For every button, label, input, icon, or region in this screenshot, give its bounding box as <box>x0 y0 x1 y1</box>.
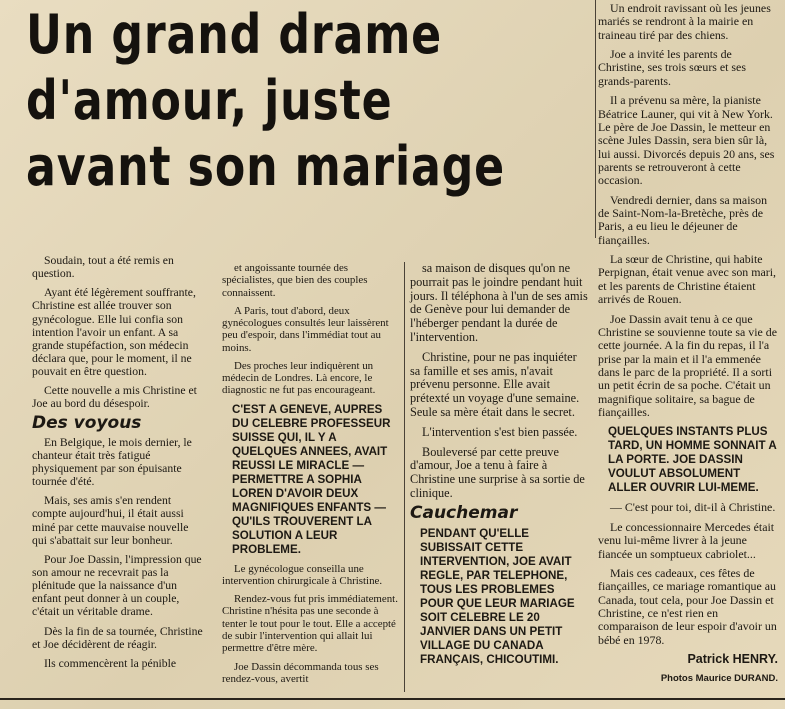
subheading-cauchemar: Cauchemar <box>410 502 518 523</box>
paragraph: Le concessionnaire Mercedes était venu lui-même livrer à la jeune fiancée un somptueux cabriolet... <box>598 519 775 561</box>
paragraph: Vendredi dernier, dans sa maison de Saint-Nom-la-Bretèche, près de Paris, a eu lieu le déjeuner de fiançailles. <box>598 192 768 247</box>
photo-credit: Photos Maurice DURAND. <box>660 673 778 685</box>
headline <box>26 2 506 200</box>
paragraph: Un endroit ravissant où les jeunes mariés se rendront à la mairie en traineau tiré par des chiens. <box>598 1 771 42</box>
paragraph: Ayant été légèrement souffrante, Christine est allée trouver son gynécologue. Elle lui confia son intention l'avoir un enfant. A sa grande stupéfaction, son médecin déclara que, pour le moment, il ne pouvait en être question. <box>32 286 196 379</box>
paragraph: Christine, pour ne pas inquiéter sa famille et ses amis, n'avait prévenu personne. Elle avait prétexté un voyage d'une semaine. Seule sa mère était dans le secret. <box>410 349 580 419</box>
paragraph: Rendez-vous fut pris immédiatement. Christine n'hésita pas une seconde à tenter le tout pour le tout. Elle a accepté de subir l'intervention qui allait lui permettre d'être mère. <box>222 593 398 655</box>
paragraph: En Belgique, le mois dernier, le chanteur était très fatigué physiquement par son épuisante tournée d'été. <box>32 435 192 489</box>
paragraph: Dès la fin de sa tournée, Christine et Joe décidèrent de réagir. <box>32 624 203 651</box>
paragraph: Joe Dassin décommanda tous ses rendez-vous, avertit <box>222 660 379 685</box>
paragraph: Des proches leur indiquèrent un médecin de Londres. Là encore, le diagnostic ne fut pas encourageant. <box>222 359 376 397</box>
pull-quote-caps: C'EST A GENEVE, AUPRES DU CELEBRE PROFESSEUR SUISSE QUI, IL Y A QUELQUES ANNEES, AVAIT REUSSI LE MIRACLE — PERMETTRE A SOPHIA LOREN D'AVOIR DEUX MAGNIFIQUES ENFANTS — QU'ILS TROUVERENT LA SOLUTION A LEUR PROBLEME. <box>232 402 391 556</box>
paragraph: Cette nouvelle a mis Christine et Joe au bord du désespoir. <box>32 384 197 411</box>
paragraph: La sœur de Christine, qui habite Perpignan, était venue avec son mari, et les parents de Christine étaient arrivés de Rouen. <box>598 252 776 307</box>
paragraph: A Paris, tout d'abord, deux gynécologues consultés leur laissèrent peu d'espoir, dans l'immédiat tout au moins. <box>222 304 389 354</box>
paragraph: Le gynécologue conseilla une intervention chirurgicale à Christine. <box>222 562 383 587</box>
bottom-rule <box>0 698 785 700</box>
article-column-1 <box>32 254 204 676</box>
paragraph: — C'est pour toi, dit-il à Christine. <box>610 500 776 515</box>
headline-line-2: d'amour, juste <box>26 69 393 132</box>
paragraph: L'intervention s'est bien passée. <box>422 424 578 439</box>
paragraph: Joe a invité les parents de Christine, ses trois sœurs et ses grands-parents. <box>598 47 746 88</box>
paragraph: Pour Joe Dassin, l'impression que son amour ne recevrait pas la plénitude que la naissance d'un enfant peut donner à un couple, c'était un véritable drame. <box>32 552 202 619</box>
paragraph: Joe Dassin avait tenu à ce que Christine se souvienne toute sa vie de cette journée. A la fin du repas, il l'a prise par la main et il l'a emmenée dans le parc de la propriété. Il a sorti un petit écrin de sa poche. C'était un magnifique solitaire, sa bague de fiançailles. <box>598 311 777 420</box>
paragraph: Mais ces cadeaux, ces fêtes de fiançailles, ce mariage romantique au Canada, tout cela, pour Joe Dassin et Christine, ce n'est rien en comparaison de leur espoir d'avoir un bébé en 1978. <box>598 565 777 647</box>
pull-quote-caps: QUELQUES INSTANTS PLUS TARD, UN HOMME SONNAIT A LA PORTE. JOE DASSIN VOULUT ABSOLUMENT ALLER OUVRIR LUI-MEME. <box>608 425 777 495</box>
paragraph: Mais, ses amis s'en rendent compte aujourd'hui, il était aussi miné par cette mauvaise nouvelle qui s'abattait sur leur bonheur. <box>32 494 189 547</box>
headline-line-3: avant son mariage <box>26 135 506 198</box>
article-column-2 <box>222 262 402 691</box>
paragraph: sa maison de disques qu'on ne pourrait pas le joindre pendant huit jours. Il téléphona à l'un de ses amis de Genève pour lui demander de l'héberger pendant la durée de l'intervention. <box>410 261 588 344</box>
paragraph: Bouleversé par cette preuve d'amour, Joe a tenu à faire à Christine une surprise à sa sortie de clinique. <box>410 444 585 500</box>
paragraph: et angoissante tournée des spécialistes, que bien des couples connaissent. <box>222 262 368 299</box>
column-rule <box>595 0 596 238</box>
byline-author: Patrick HENRY. <box>687 652 778 667</box>
subheading-des-voyous: Des voyous <box>32 412 142 433</box>
headline-line-1: Un grand drame <box>26 3 443 66</box>
article-column-3 <box>410 262 590 673</box>
paragraph: Ils commencèrent la pénible <box>44 656 177 670</box>
paragraph: Soudain, tout a été remis en question. <box>32 254 174 281</box>
article-column-4 <box>598 2 778 692</box>
paragraph: Il a prévenu sa mère, la pianiste Béatrice Launer, qui vit à New York. Le père de Joe Dassin, le metteur en scène Jules Dassin, sera bien sûr là, lui aussi. Divorcés depuis 20 ans, ses parents se retrouveront à cette occasion. <box>598 93 775 188</box>
column-rule <box>404 262 405 692</box>
pull-quote-caps: PENDANT QU'ELLE SUBISSAIT CETTE INTERVENTION, JOE AVAIT REGLE, PAR TELEPHONE, TOUS LES PROBLEMES POUR QUE LEUR MARIAGE SOIT CELEBRE LE 20 JANVIER DANS UN PETIT VILLAGE DU CANADA FRANÇAIS, CHICOUTIMI. <box>420 526 575 666</box>
